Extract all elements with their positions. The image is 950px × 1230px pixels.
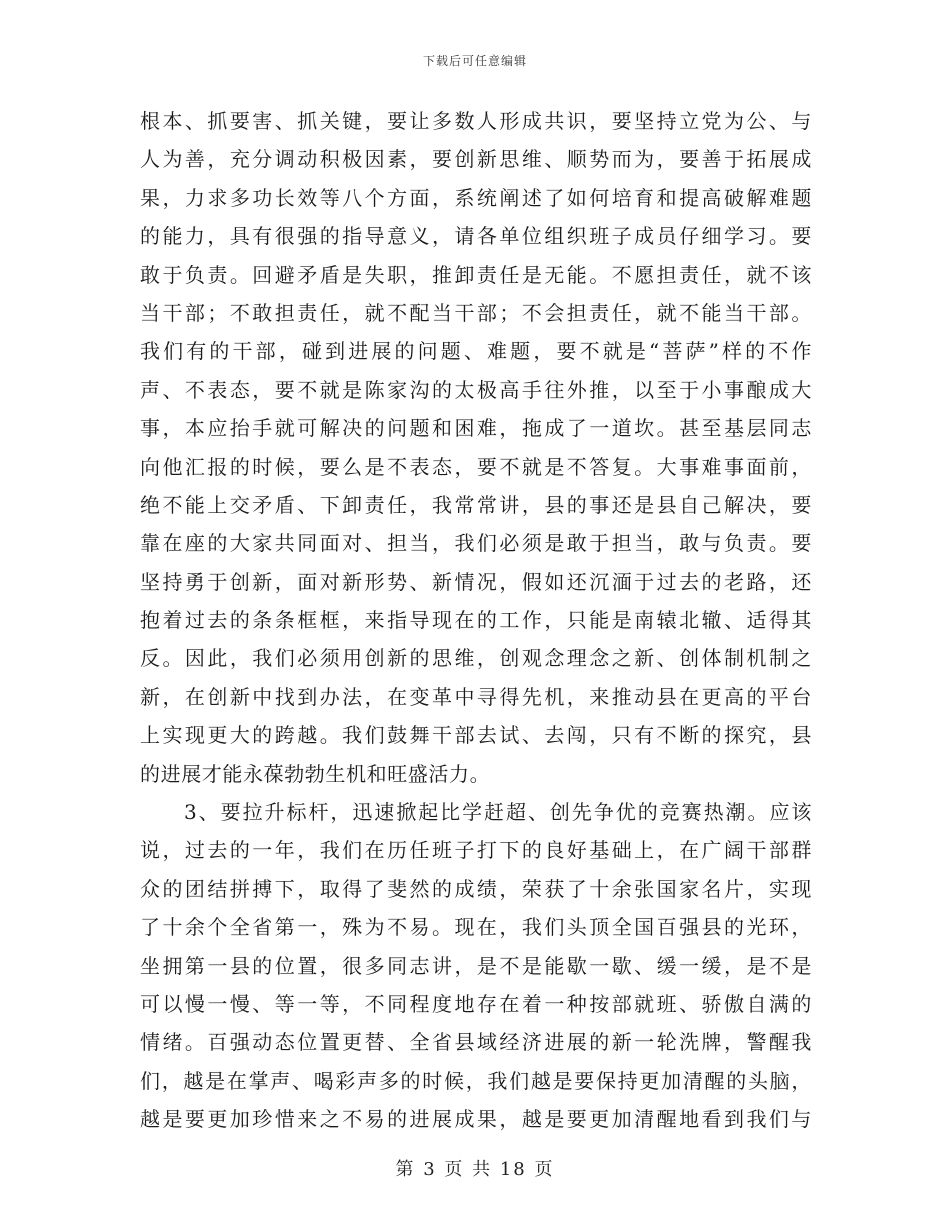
text-line: 反。因此，我们必须用创新的思维，创观念理念之新、创体制机制之 xyxy=(140,646,812,671)
text-line: 根本、抓要害、抓关键，要让多数人形成共识，要坚持立党为公、与 xyxy=(140,109,812,133)
text-line: 们，越是在掌声、喝彩声多的时候，我们越是要保持更加清醒的头脑， xyxy=(140,1068,812,1093)
text-line: 坐拥第一县的位置，很多同志讲，是不是能歇一歇、缓一缓，是不是 xyxy=(140,953,812,978)
text-line: 当干部；不敢担责任，就不配当干部；不会担责任，就不能当干部。 xyxy=(140,300,812,325)
text-line: 果，力求多功长效等八个方面，系统阐述了如何培育和提高破解难题 xyxy=(140,185,812,210)
text-line: 越是要更加珍惜来之不易的进展成果，越是要更加清醒地看到我们与 xyxy=(140,1107,812,1132)
text-line: 新，在创新中找到办法，在变革中寻得先机，来推动县在更高的平台 xyxy=(140,684,812,709)
text-line: 靠在座的大家共同面对、担当，我们必须是敢于担当，敢与负责。要 xyxy=(140,531,812,556)
text-line: 事，本应抬手就可解决的问题和困难，拖成了一道坎。甚至基层同志 xyxy=(140,416,812,441)
text-line: 声、不表态，要不就是陈家沟的太极高手往外推，以至于小事酿成大 xyxy=(140,377,812,402)
page-header: 下载后可任意编辑 xyxy=(422,54,527,68)
text-line: 的能力，具有很强的指导意义，请各单位组织班子成员仔细学习。要 xyxy=(140,224,812,249)
text-line: 众的团结拼搏下，取得了斐然的成绩，荣获了十余张国家名片，实现 xyxy=(140,876,812,901)
text-line: 敢于负责。回避矛盾是失职，推卸责任是无能。不愿担责任，就不该 xyxy=(140,262,812,287)
text-line: 绝不能上交矛盾、下卸责任，我常常讲，县的事还是县自己解决，要 xyxy=(140,492,812,517)
text-line: 了十余个全省第一，殊为不易。现在，我们头顶全国百强县的光环， xyxy=(140,915,812,940)
text-line: 抱着过去的条条框框，来指导现在的工作，只能是南辕北辙、适得其 xyxy=(140,608,812,633)
text-line: 可以慢一慢、等一等，不同程度地存在着一种按部就班、骄傲自满的 xyxy=(140,991,812,1016)
text-line: 上实现更大的跨越。我们鼓舞干部去试、去闯，只有不断的探究，县 xyxy=(140,723,812,748)
text-line: 情绪。百强动态位置更替、全省县域经济进展的新一轮洗牌，警醒我 xyxy=(140,1030,812,1055)
text-line: 坚持勇于创新，面对新形势、新情况，假如还沉湎于过去的老路，还 xyxy=(140,569,812,594)
text-line: 向他汇报的时候，要么是不表态，要不就是不答复。大事难事面前， xyxy=(140,454,812,479)
text-line: 说，过去的一年，我们在历任班子打下的良好基础上，在广阔干部群 xyxy=(140,838,812,863)
document-body xyxy=(140,102,812,1139)
paragraph-end-line: 的进展才能永葆勃勃生机和旺盛活力。 xyxy=(140,761,491,786)
text-line: 我们有的干部，碰到进展的问题、难题，要不就是“菩萨”样的不作 xyxy=(140,339,812,364)
text-line: 人为善，充分调动积极因素，要创新思维、顺势而为，要善于拓展成 xyxy=(140,147,812,172)
page-number-footer: 第 3 页 共 18 页 xyxy=(395,1159,555,1180)
paragraph-start-line: 3、要拉升标杆，迅速掀起比学赶超、创先争优的竞赛热潮。应该 xyxy=(184,800,812,825)
